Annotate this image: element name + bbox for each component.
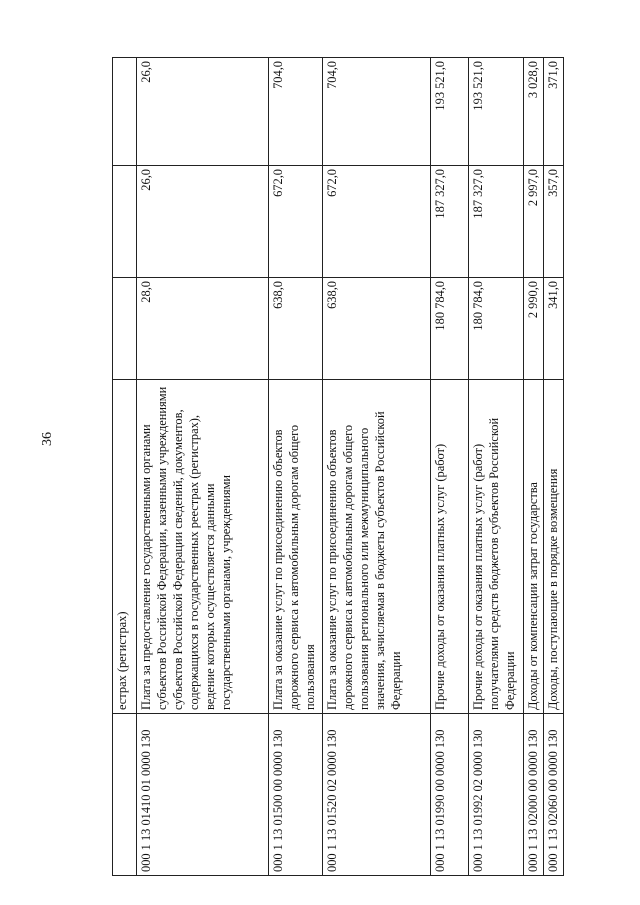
row-value-2: 26,0	[137, 166, 269, 278]
row-value-1: 2 990,0	[524, 278, 544, 380]
row-code: 000 1 13 01410 01 0000 130	[137, 714, 269, 876]
row-value-1: 180 784,0	[431, 278, 469, 380]
row-value-3: 704,0	[323, 58, 431, 166]
table-row	[137, 58, 269, 876]
table-row	[469, 58, 524, 876]
row-value-3	[113, 58, 137, 166]
row-value-3: 193 521,0	[469, 58, 524, 166]
revenue-table-body	[113, 58, 564, 876]
row-code	[113, 714, 137, 876]
row-name: Доходы от компенсации затрат государства	[524, 380, 544, 714]
row-code: 000 1 13 01992 02 0000 130	[469, 714, 524, 876]
table-row	[431, 58, 469, 876]
page-number: 36	[40, 432, 55, 446]
row-code: 000 1 13 02060 00 0000 130	[544, 714, 564, 876]
row-name: Прочие доходы от оказания платных услуг (работ) получателями средств бюджетов субъектов Российской Федерации	[469, 380, 524, 714]
row-value-3: 371,0	[544, 58, 564, 166]
row-code: 000 1 13 01500 00 0000 130	[269, 714, 323, 876]
row-code: 000 1 13 01990 00 0000 130	[431, 714, 469, 876]
table-row	[544, 58, 564, 876]
row-value-1: 638,0	[269, 278, 323, 380]
row-value-2: 2 997,0	[524, 166, 544, 278]
row-name: Плата за оказание услуг по присоединению объектов дорожного сервиса к автомобильным дорогам общего пользования	[269, 380, 323, 714]
row-code: 000 1 13 02000 00 0000 130	[524, 714, 544, 876]
row-value-2: 357,0	[544, 166, 564, 278]
row-value-3: 3 028,0	[524, 58, 544, 166]
row-value-2: 187 327,0	[431, 166, 469, 278]
row-value-3: 704,0	[269, 58, 323, 166]
row-value-1: 341,0	[544, 278, 564, 380]
row-value-3: 193 521,0	[431, 58, 469, 166]
revenue-table	[112, 57, 564, 876]
table-row	[524, 58, 544, 876]
row-value-2	[113, 166, 137, 278]
row-value-2: 672,0	[269, 166, 323, 278]
row-name: Плата за оказание услуг по присоединению объектов дорожного сервиса к автомобильным дорогам общего пользования регионального или межмуниципального значения, зачисляемая в бюджеты субъектов Российской Федерации	[323, 380, 431, 714]
row-value-1: 28,0	[137, 278, 269, 380]
row-name: Доходы, поступающие в порядке возмещения	[544, 380, 564, 714]
row-name: естрах (регистрах)	[113, 380, 137, 714]
row-value-3: 26,0	[137, 58, 269, 166]
rotated-table-wrapper	[112, 58, 574, 876]
row-value-2: 187 327,0	[469, 166, 524, 278]
table-row	[323, 58, 431, 876]
table-row	[113, 58, 137, 876]
table-row	[269, 58, 323, 876]
row-name: Прочие доходы от оказания платных услуг (работ)	[431, 380, 469, 714]
row-value-1: 180 784,0	[469, 278, 524, 380]
row-value-2: 672,0	[323, 166, 431, 278]
row-code: 000 1 13 01520 02 0000 130	[323, 714, 431, 876]
row-value-1	[113, 278, 137, 380]
row-value-1: 638,0	[323, 278, 431, 380]
row-name: Плата за предоставление государственными органами субъектов Российской Федерации, казенными учреждениями субъектов Российской Федерации сведений, документов, содержащихся в государственных реестрах (регистрах), ведение которых осуществляется данными государственными органами, учреждениями	[137, 380, 269, 714]
